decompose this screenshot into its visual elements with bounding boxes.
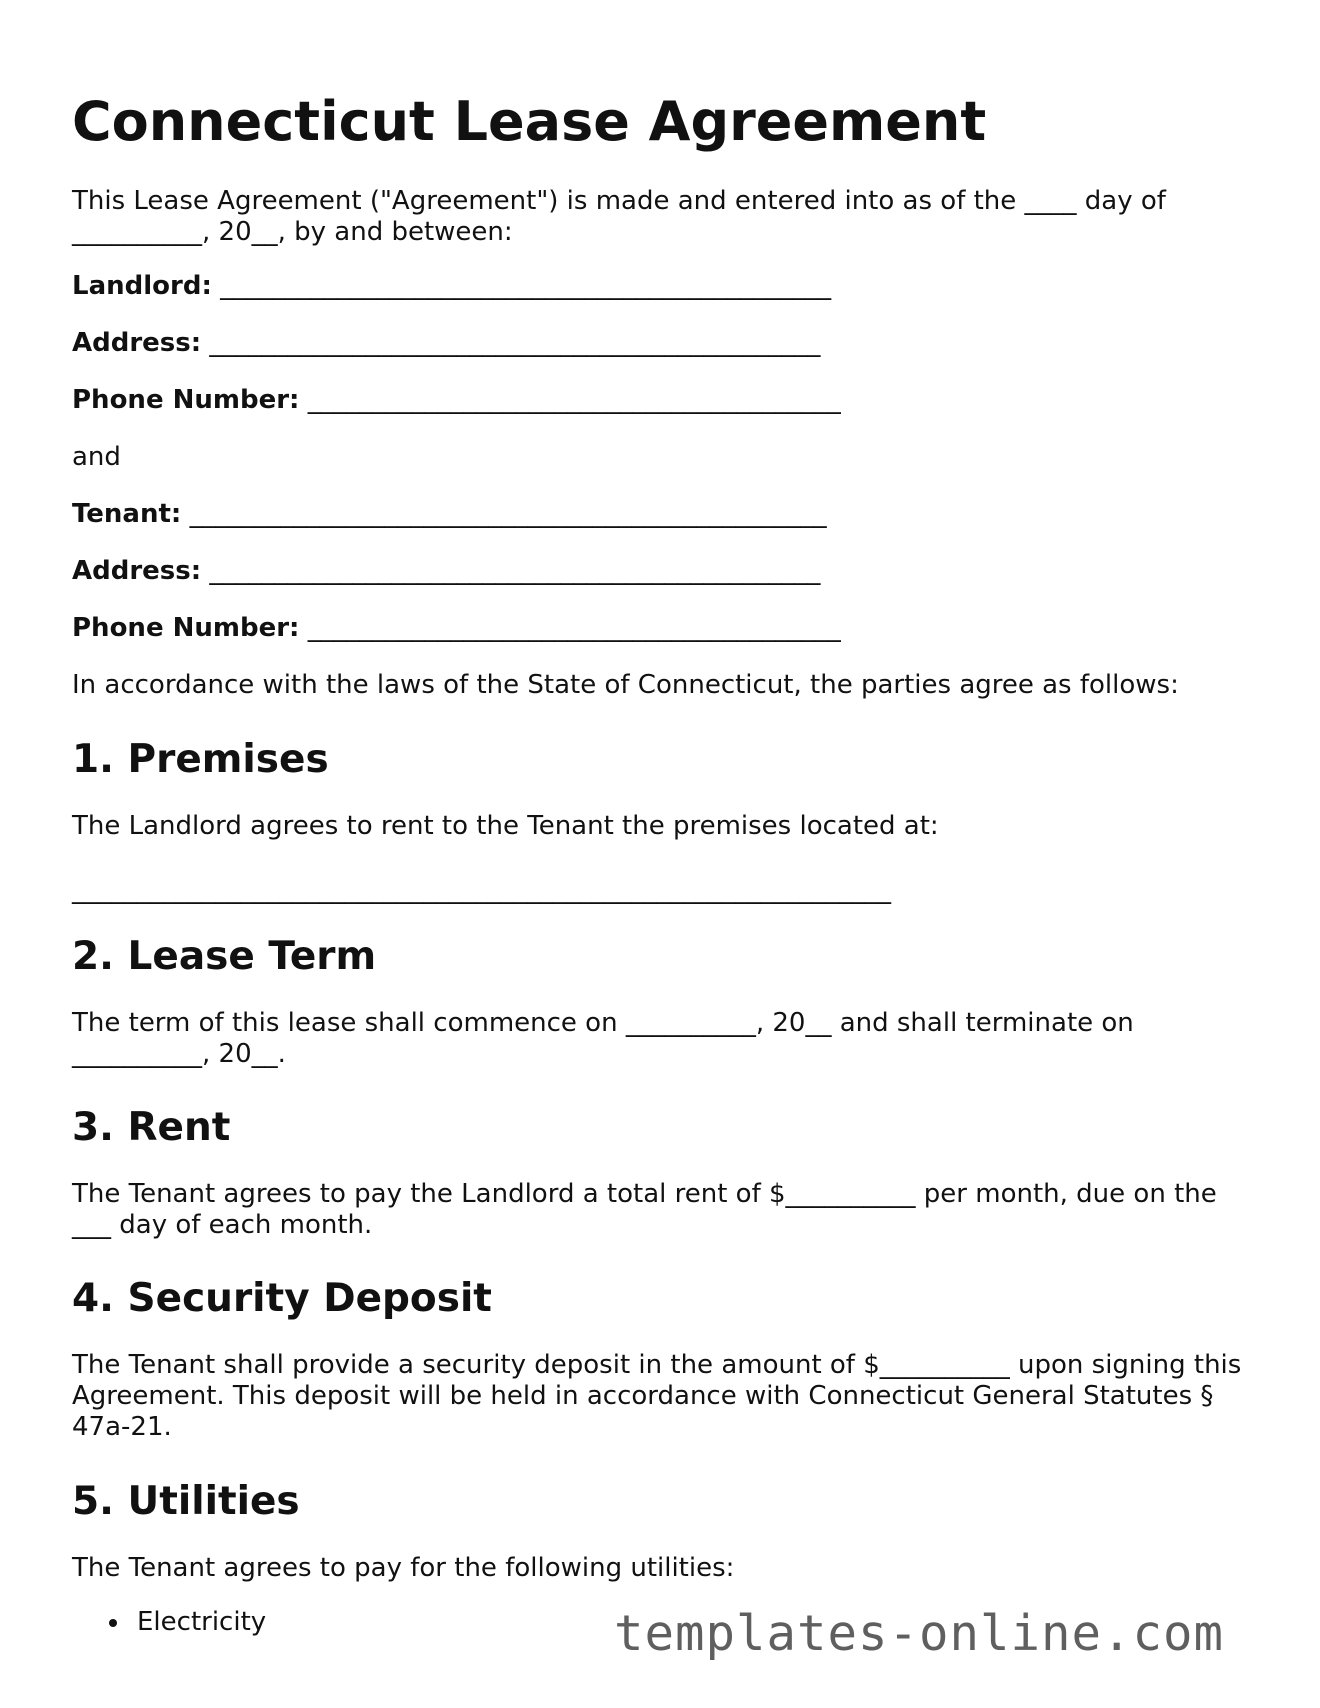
landlord-name-label: Landlord: [72,271,212,301]
section-heading-utilities: 5. Utilities [72,1479,300,1524]
landlord-address-blank: _______________________________________________ [209,328,821,358]
list-item [72,1607,266,1638]
landlord-phone-field [72,385,841,416]
document-title: Connecticut Lease Agreement [72,90,987,153]
intro-paragraph: This Lease Agreement ("Agreement") is made and entered into as of the ____ day of __________, 20__, by and between: [72,186,1166,247]
utilities-paragraph: The Tenant agrees to pay for the following utilities: [72,1553,735,1583]
bullet-icon [109,1619,117,1627]
utilities-list [72,1607,266,1638]
tenant-address-blank: _______________________________________________ [209,556,821,586]
tenant-phone-label: Phone Number: [72,613,300,643]
and-text: and [72,442,121,472]
landlord-address-field [72,328,820,359]
premises-address-blank: _______________________________________________________________ [72,875,891,905]
watermark: templates-online.com [614,1605,1225,1662]
security-deposit-paragraph: The Tenant shall provide a security deposit in the amount of $__________ upon signing this Agreement. This deposit will be held in accordance with Connecticut General Statutes § 47a-21. [72,1350,1242,1442]
tenant-phone-blank: _________________________________________ [307,613,841,643]
rent-paragraph: The Tenant agrees to pay the Landlord a total rent of $__________ per month, due on the ___ day of each month. [72,1179,1217,1240]
tenant-address-field [72,556,820,587]
section-heading-lease-term: 2. Lease Term [72,934,377,979]
utility-item-label: Electricity [137,1607,267,1637]
tenant-address-label: Address: [72,556,202,586]
tenant-name-label: Tenant: [72,499,182,529]
landlord-phone-label: Phone Number: [72,385,300,415]
section-heading-premises: 1. Premises [72,737,329,782]
section-heading-rent: 3. Rent [72,1105,231,1150]
tenant-name-field [72,499,827,530]
lease-term-paragraph: The term of this lease shall commence on __________, 20__ and shall terminate on __________, 20__. [72,1008,1134,1069]
landlord-phone-blank: _________________________________________ [307,385,841,415]
accordance-paragraph: In accordance with the laws of the State of Connecticut, the parties agree as follows: [72,670,1179,700]
tenant-name-blank: _________________________________________________ [189,499,827,529]
section-heading-security-deposit: 4. Security Deposit [72,1276,492,1321]
landlord-name-blank: _______________________________________________ [220,271,832,301]
landlord-address-label: Address: [72,328,202,358]
premises-paragraph: The Landlord agrees to rent to the Tenant the premises located at: [72,811,939,841]
landlord-name-field [72,271,831,302]
tenant-phone-field [72,613,841,644]
